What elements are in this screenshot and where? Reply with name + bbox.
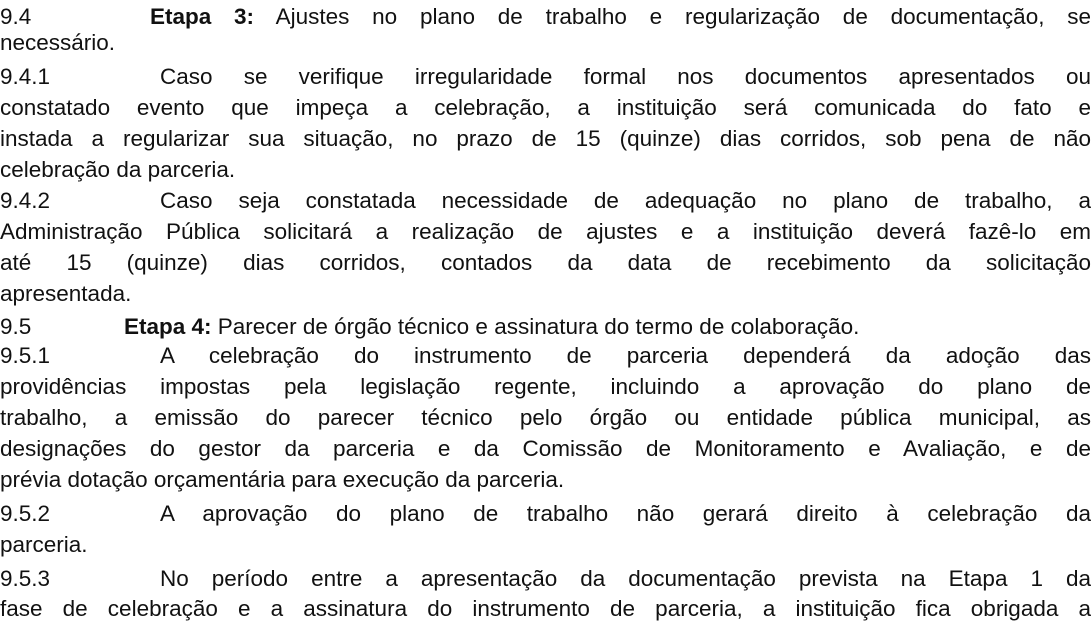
paragraph-9-4-1-line-1: [0, 64, 1091, 90]
paragraph-9-5-1-line-5: prévia dotação orçamentária para execução da parceria.: [0, 467, 565, 492]
text-line: A aprovação do plano de trabalho não gerará direito à celebração da: [160, 501, 1091, 526]
section-heading-line: [124, 314, 1091, 340]
paragraph-9-4-line-1: [0, 4, 1091, 30]
paragraph-9-5-1-line-3: trabalho, a emissão do parecer técnico pelo órgão ou entidade pública municipal, as: [0, 405, 1091, 430]
paragraph-9-5-1-line-4: designações do gestor da parceria e da Comissão de Monitoramento e Avaliação, e de: [0, 436, 1091, 461]
text-line: necessário.: [0, 30, 116, 55]
paragraph-9-5-1-line-2: providências impostas pela legislação regente, incluindo a aprovação do plano de: [0, 374, 1091, 399]
section-number: 9.5: [0, 314, 32, 339]
paragraph-9-4-2-line-2: Administração Pública solicitará a realização de ajustes e a instituição deverá fazê-lo em: [0, 219, 1091, 244]
section-number: 9.4.1: [0, 64, 51, 89]
paragraph-9-5-2-line-1: [0, 501, 1091, 527]
section-number: 9.5.2: [0, 501, 51, 526]
section-heading-label: Etapa 4:: [124, 314, 212, 339]
paragraph-9-5-2-line-2: parceria.: [0, 532, 88, 557]
paragraph-9-4-2-line-4: apresentada.: [0, 281, 132, 306]
section-heading-label: Etapa 3:: [150, 4, 255, 29]
text-line: No período entre a apresentação da documentação prevista na Etapa 1 da: [160, 566, 1091, 591]
paragraph-9-5-line-1: [0, 314, 1091, 340]
paragraph-9-4-1-line-4: celebração da parceria.: [0, 157, 236, 182]
paragraph-9-4-1-line-3: instada a regularizar sua situação, no prazo de 15 (quinze) dias corridos, sob pena de não: [0, 126, 1091, 151]
section-number: 9.4.2: [0, 188, 51, 213]
text-line: A celebração do instrumento de parceria dependerá da adoção das: [160, 343, 1091, 368]
section-number: 9.4: [0, 4, 32, 29]
text-line: Caso se verifique irregularidade formal nos documentos apresentados ou: [160, 64, 1091, 89]
paragraph-9-4-2-line-3: até 15 (quinze) dias corridos, contados da data de recebimento da solicitação: [0, 250, 1091, 275]
paragraph-9-5-3-line-2: fase de celebração e a assinatura do instrumento de parceria, a instituição fica obrigada a: [0, 596, 1091, 621]
paragraph-9-4-1-line-2: constatado evento que impeça a celebração, a instituição será comunicada do fato e: [0, 95, 1091, 120]
paragraph-9-4-line-2: [0, 30, 1091, 56]
section-heading-text: Ajustes no plano de trabalho e regularização de documentação, se: [254, 4, 1091, 29]
section-heading-line: [150, 4, 1091, 30]
paragraph-9-5-1-line-1: [0, 343, 1091, 369]
paragraph-9-5-3-line-1: [0, 566, 1091, 592]
paragraph-9-4-2-line-1: [0, 188, 1091, 214]
section-heading-text: Parecer de órgão técnico e assinatura do termo de colaboração.: [211, 314, 860, 339]
section-number: 9.5.3: [0, 566, 51, 591]
text-line: Caso seja constatada necessidade de adequação no plano de trabalho, a: [160, 188, 1091, 213]
section-number: 9.5.1: [0, 343, 51, 368]
